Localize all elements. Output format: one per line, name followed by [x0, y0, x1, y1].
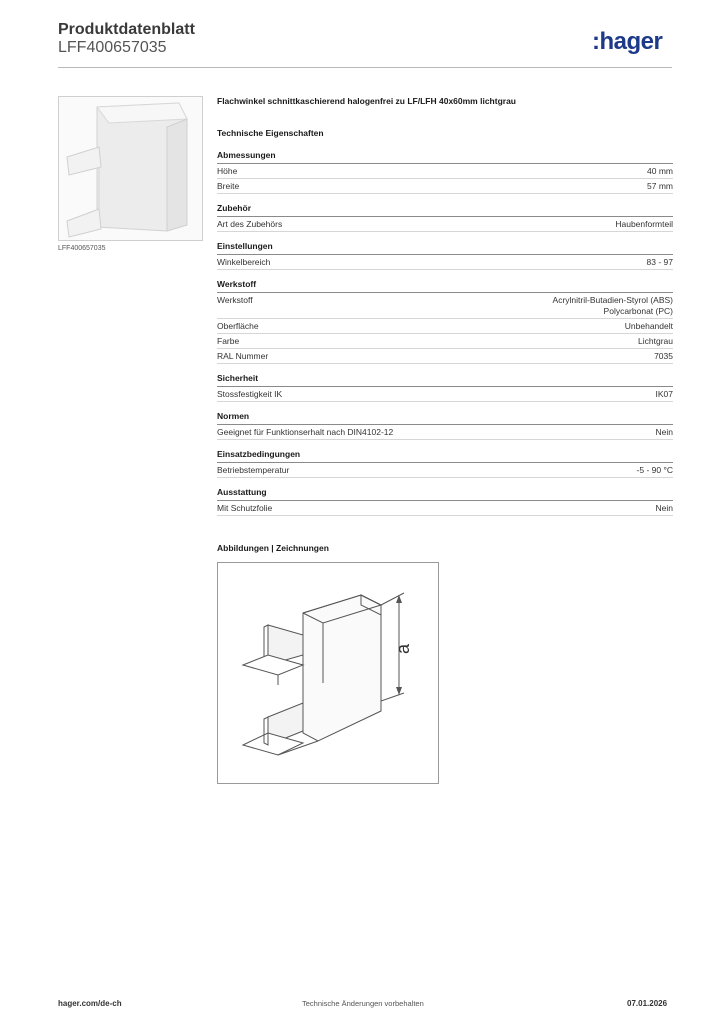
- property-value: [553, 295, 673, 317]
- technical-drawing: [217, 562, 439, 784]
- property-group-title: Ausstattung: [217, 487, 673, 501]
- page-title: Produktdatenblatt: [58, 21, 195, 38]
- property-value-line: Nein: [655, 427, 673, 437]
- property-row: [217, 463, 673, 478]
- property-group: [217, 279, 673, 364]
- property-value-line: Unbehandelt: [624, 321, 673, 331]
- property-group: [217, 449, 673, 478]
- property-label: Breite: [217, 181, 240, 191]
- main-content: [217, 96, 673, 525]
- product-image-caption: LFF400657035: [58, 245, 106, 252]
- property-value: [656, 389, 674, 400]
- property-label: Mit Schutzfolie: [217, 503, 273, 513]
- property-label: Farbe: [217, 336, 240, 346]
- properties-heading: Technische Eigenschaften: [217, 128, 324, 138]
- property-value: [656, 503, 673, 514]
- property-value: [625, 321, 673, 332]
- property-value-line: 83 - 97: [646, 257, 673, 267]
- property-row: [217, 425, 673, 440]
- property-value-line: Haubenformteil: [615, 219, 673, 229]
- property-group: [217, 373, 673, 402]
- property-row: [217, 217, 673, 232]
- property-value-line: Polycarbonat (PC): [603, 306, 673, 316]
- dimension-label: a: [393, 643, 413, 655]
- header-divider: [58, 67, 672, 68]
- property-value: [654, 351, 673, 362]
- property-group-title: Einstellungen: [217, 241, 673, 255]
- property-row: [217, 179, 673, 194]
- property-row: [217, 319, 673, 334]
- technical-drawing-graphic: [218, 563, 438, 783]
- property-value: [647, 257, 673, 268]
- property-value-line: Lichtgrau: [638, 336, 673, 346]
- property-row: [217, 164, 673, 179]
- product-name: Flachwinkel schnittkaschierend halogenfrei zu LF/LFH 40x60mm lichtgrau: [217, 96, 516, 106]
- property-label: RAL Nummer: [217, 351, 269, 361]
- property-value: [615, 219, 673, 230]
- property-group: [217, 487, 673, 516]
- property-value: [656, 427, 673, 438]
- property-groups: [217, 150, 673, 516]
- property-label: Stossfestigkeit IK: [217, 389, 283, 399]
- property-group: [217, 241, 673, 270]
- property-value-line: 57 mm: [647, 181, 673, 191]
- property-row: [217, 255, 673, 270]
- drawings-heading: Abbildungen | Zeichnungen: [217, 543, 329, 553]
- property-value-line: Nein: [655, 503, 673, 513]
- property-label: Höhe: [217, 166, 238, 176]
- footer-date: 07.01.2026: [627, 999, 668, 1008]
- property-label: Art des Zubehörs: [217, 219, 283, 229]
- property-row: [217, 334, 673, 349]
- product-photo-graphic: [59, 97, 202, 240]
- property-row: [217, 501, 673, 516]
- property-group: [217, 203, 673, 232]
- property-group-title: Zubehör: [217, 203, 673, 217]
- property-label: Geeignet für Funktionserhalt nach DIN4102-12: [217, 427, 394, 437]
- property-value-line: -5 - 90 °C: [636, 465, 673, 475]
- property-value: [647, 166, 673, 177]
- property-group-title: Abmessungen: [217, 150, 673, 164]
- property-group-title: Normen: [217, 411, 673, 425]
- property-label: Werkstoff: [217, 295, 253, 305]
- footer-note: Technische Änderungen vorbehalten: [302, 999, 424, 1008]
- property-group-title: Sicherheit: [217, 373, 673, 387]
- property-group-title: Einsatzbedingungen: [217, 449, 673, 463]
- property-value-line: Acrylnitril-Butadien-Styrol (ABS): [552, 295, 673, 305]
- property-group: [217, 411, 673, 440]
- property-group-title: Werkstoff: [217, 279, 673, 293]
- product-code: LFF400657035: [58, 39, 167, 56]
- hager-logo: :hager: [592, 28, 663, 55]
- property-label: Oberfläche: [217, 321, 259, 331]
- property-value-line: 40 mm: [647, 166, 673, 176]
- product-image: [58, 96, 203, 241]
- property-value: [637, 465, 673, 476]
- property-row: [217, 387, 673, 402]
- property-row: [217, 349, 673, 364]
- property-row: [217, 293, 673, 319]
- property-label: Betriebstemperatur: [217, 465, 290, 475]
- property-group: [217, 150, 673, 194]
- property-value-line: IK07: [655, 389, 673, 399]
- property-value: [638, 336, 673, 347]
- property-value-line: 7035: [654, 351, 673, 361]
- footer-website[interactable]: hager.com/de-ch: [58, 999, 122, 1008]
- property-value: [647, 181, 673, 192]
- property-label: Winkelbereich: [217, 257, 271, 267]
